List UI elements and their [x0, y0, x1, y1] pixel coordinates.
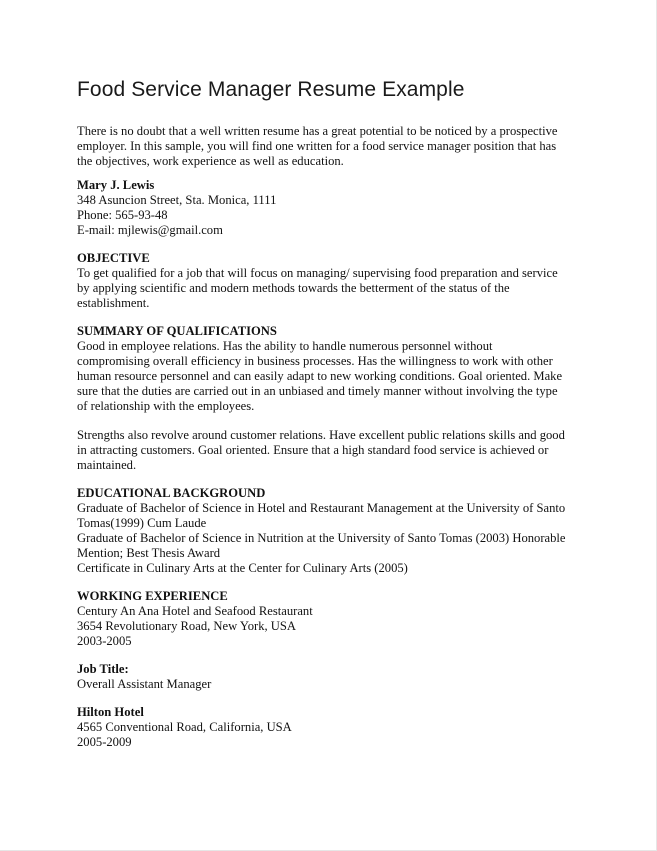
job1-address: 3654 Revolutionary Road, New York, USA	[77, 619, 296, 633]
objective-line: establishment.	[77, 296, 150, 310]
job-title-section	[77, 662, 587, 692]
page-title: Food Service Manager Resume Example	[77, 78, 465, 101]
contact-address: 348 Asuncion Street, Sta. Monica, 1111	[77, 193, 277, 207]
experience-heading: WORKING EXPERIENCE	[77, 589, 228, 603]
summary-line: human resource personnel and can easily adapt to new working conditions. Goal oriented. Make	[77, 369, 563, 383]
job2-address: 4565 Conventional Road, California, USA	[77, 720, 292, 734]
summary-line: sure that the duties are carried out in an unbiased and timely manner without involving the type	[77, 384, 558, 398]
summary-line: compromising overall efficiency in business processes. Has the willingness to work with other	[77, 354, 553, 368]
education-line: Mention; Best Thesis Award	[77, 546, 221, 560]
summary-section	[77, 324, 587, 414]
summary-line: in attracting customers. Goal oriented. Ensure that a high standard food service is achieved or	[77, 443, 549, 457]
job1-employer: Century An Ana Hotel and Seafood Restaurant	[77, 604, 313, 618]
contact-email: E-mail: mjlewis@gmail.com	[77, 223, 223, 237]
contact-block	[77, 178, 587, 238]
contact-phone: Phone: 565-93-48	[77, 208, 168, 222]
education-line: Certificate in Culinary Arts at the Center for Culinary Arts (2005)	[77, 561, 408, 575]
contact-name: Mary J. Lewis	[77, 178, 155, 192]
job2-employer: Hilton Hotel	[77, 705, 144, 719]
experience-section	[77, 589, 587, 649]
summary-line: Strengths also revolve around customer relations. Have excellent public relations skills and good	[77, 428, 565, 442]
document-body	[77, 124, 587, 750]
intro-line: employer. In this sample, you will find one written for a food service manager position that has	[77, 139, 557, 153]
education-line: Graduate of Bachelor of Science in Hotel and Restaurant Management at the University of Santo	[77, 501, 566, 515]
education-section	[77, 486, 587, 576]
intro-line: the objectives, work experience as well as education.	[77, 154, 344, 168]
objective-line: To get qualified for a job that will focus on managing/ supervising food preparation and service	[77, 266, 558, 280]
objective-section	[77, 251, 587, 311]
summary-line: maintained.	[77, 458, 137, 472]
objective-line: by applying scientific and modern methods towards the betterment of the status of the	[77, 281, 510, 295]
job2-years: 2005-2009	[77, 735, 132, 749]
intro-paragraph	[77, 124, 587, 169]
summary-paragraph-2	[77, 428, 587, 473]
intro-line: There is no doubt that a well written resume has a great potential to be noticed by a prospective	[77, 124, 558, 138]
summary-line: Good in employee relations. Has the ability to handle numerous personnel without	[77, 339, 493, 353]
summary-heading: SUMMARY OF QUALIFICATIONS	[77, 324, 277, 338]
job2-section	[77, 705, 587, 750]
job-title-heading: Job Title:	[77, 662, 129, 676]
job-title-value: Overall Assistant Manager	[77, 677, 212, 691]
job1-years: 2003-2005	[77, 634, 132, 648]
education-line: Tomas(1999) Cum Laude	[77, 516, 207, 530]
education-heading: EDUCATIONAL BACKGROUND	[77, 486, 266, 500]
objective-heading: OBJECTIVE	[77, 251, 150, 265]
education-line: Graduate of Bachelor of Science in Nutrition at the University of Santo Tomas (2003) Honorable	[77, 531, 566, 545]
summary-line: of relationship with the employees.	[77, 399, 255, 413]
